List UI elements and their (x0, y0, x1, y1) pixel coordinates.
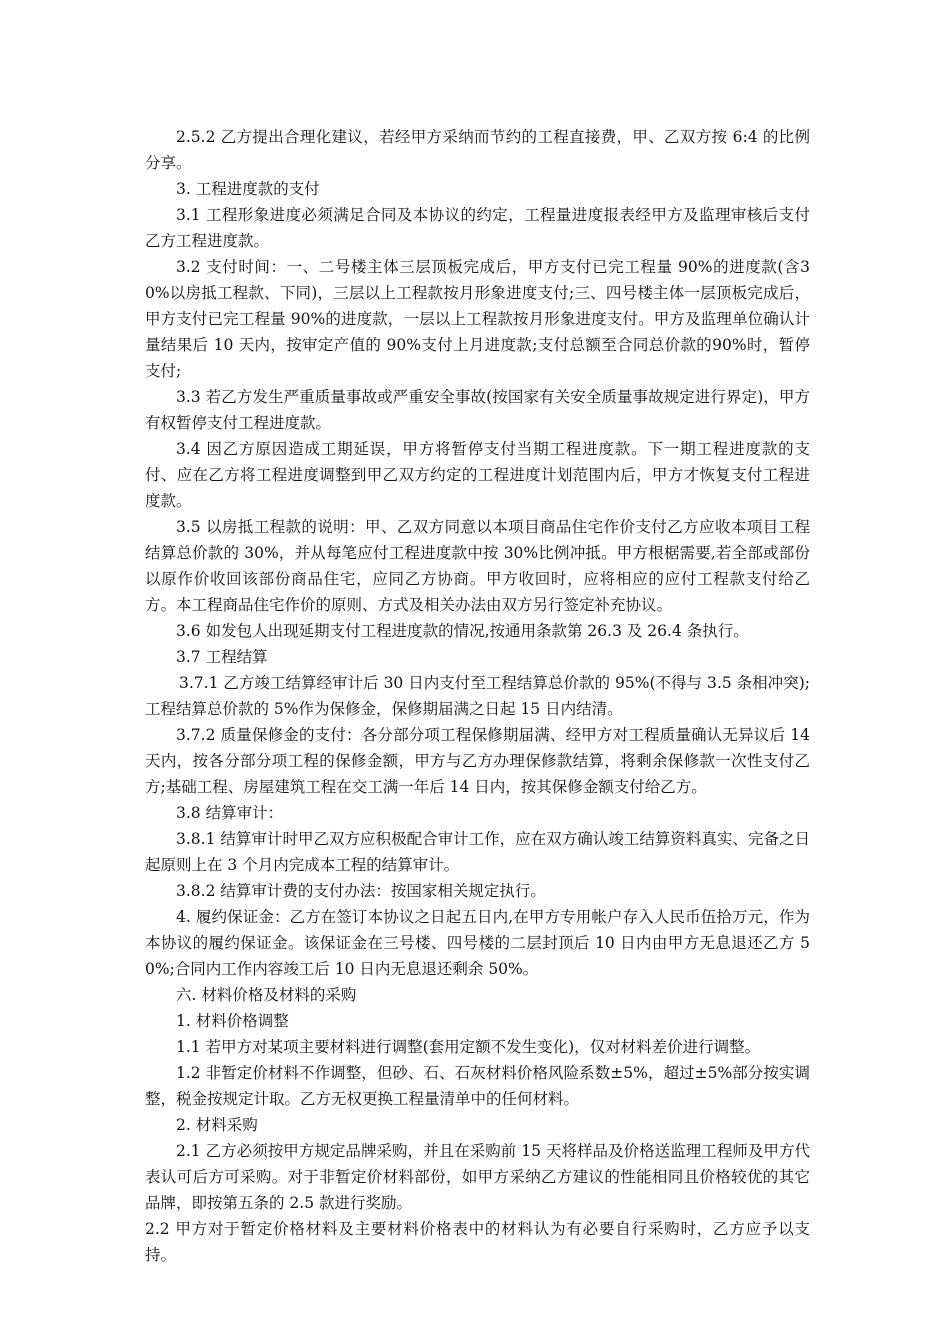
heading-1-price-adjustment: 1. 材料价格调整 (176, 1012, 289, 1030)
paragraph-3-1: 3.1 工程形象进度必须满足合同及本协议的约定，工程量进度报表经甲方及监理审核后支付乙方工程进度款。 (145, 206, 810, 250)
paragraph-4-performance-bond: 4. 履约保证金：乙方在签订本协议之日起五日内,在甲方专用帐户存入人民币伍拾万元，作为本协议的履约保证金。该保证金在三号楼、四号楼的二层封顶后 10 日内由甲方无息退还乙方 50%;合同内工作内容竣工后 10 日内无息退还剩余 50%。 (145, 908, 810, 978)
heading-3-7-settlement: 3.7 工程结算 (176, 648, 268, 666)
paragraph-3-2: 3.2 支付时间：一、二号楼主体三层顶板完成后，甲方支付已完工程量 90%的进度款(含30%以房抵工程款、下同)，三层以上工程款按月形象进度支付;三、四号楼主体一层顶板完成后，甲方支付已完工程量 90%的进度款，一层以上工程款按月形象进度支付。甲方及监理单位确认计量结果后 10 天内，按审定产值的 90%支付上月进度款;支付总额至合同总价款的90%时，暂停支付; (145, 258, 810, 380)
paragraph-3-5: 3.5 以房抵工程款的说明：甲、乙双方同意以本项目商品住宅作价支付乙方应收本项目工程结算总价款的 30%，并从每笔应付工程进度款中按 30%比例冲抵。甲方根椐需要,若全部或部份以原作价收回该部份商品住宅，应同乙方协商。甲方收回时，应将相应的应付工程款支付给乙方。本工程商品住宅作价的原则、方式及相关办法由双方另行签定补充协议。 (145, 518, 810, 614)
paragraph-3-4: 3.4 因乙方原因造成工期延误，甲方将暂停支付当期工程进度款。下一期工程进度款的支付、应在乙方将工程进度调整到甲乙双方约定的工程进度计划范围内后，甲方才恢复支付工程进度款。 (145, 440, 810, 510)
paragraph-2-1: 2.1 乙方必须按甲方规定品牌采购，并且在采购前 15 天将样品及价格送监理工程师及甲方代表认可后方可采购。对于非暂定价材料部份，如甲方采纳乙方建议的性能相同且价格较优的其它品牌，即按第五条的 2.5 款进行奖励。 (145, 1142, 810, 1212)
paragraph-3-8-2: 3.8.2 结算审计费的支付办法：按国家相关规定执行。 (176, 882, 546, 900)
paragraph-2-5-2: 2.5.2 乙方提出合理化建议，若经甲方采纳而节约的工程直接费，甲、乙双方按 6:4 的比例分享。 (145, 128, 810, 172)
heading-3-progress-payment: 3. 工程进度款的支付 (176, 180, 320, 198)
document-body (145, 124, 810, 1268)
paragraph-3-3: 3.3 若乙方发生严重质量事故或严重安全事故(按国家有关安全质量事故规定进行界定)，甲方有权暂停支付工程进度款。 (145, 388, 810, 432)
paragraph-2-2: 2.2 甲方对于暂定价格材料及主要材料价格表中的材料认为有必要自行采购时，乙方应予以支持。 (145, 1220, 810, 1264)
paragraph-3-8-1: 3.8.1 结算审计时甲乙双方应积极配合审计工作，应在双方确认竣工结算资料真实、完备之日起原则上在 3 个月内完成本工程的结算审计。 (145, 830, 810, 874)
paragraph-3-6: 3.6 如发包人出现延期支付工程进度款的情况,按通用条款第 26.3 及 26.4 条执行。 (176, 622, 749, 640)
paragraph-3-7-2: 3.7.2 质量保修金的支付：各分部分项工程保修期届满、经甲方对工程质量确认无异议后 14 天内，按各分部分项工程的保修金额，甲方与乙方办理保修款结算，将剩余保修款一次性支付乙方;基础工程、房屋建筑工程在交工满一年后 14 日内，按其保修金额支付给乙方。 (145, 726, 810, 796)
heading-6-materials: 六. 材料价格及材料的采购 (176, 986, 357, 1004)
paragraph-1-2: 1.2 非暂定价材料不作调整，但砂、石、石灰材料价格风险系数±5%，超过±5%部分按实调整，税金按规定计取。乙方无权更换工程量清单中的任何材料。 (145, 1064, 810, 1108)
paragraph-3-7-1: 3.7.1 乙方竣工结算经审计后 30 日内支付至工程结算总价款的 95%(不得与 3.5 条相冲突);工程结算总价款的 5%作为保修金，保修期届满之日起 15 日内结清。 (145, 674, 810, 718)
heading-2-procurement: 2. 材料采购 (176, 1116, 258, 1134)
heading-3-8-audit: 3.8 结算审计： (176, 804, 284, 822)
paragraph-1-1: 1.1 若甲方对某项主要材料进行调整(套用定额不发生变化)，仅对材料差价进行调整。 (176, 1038, 761, 1056)
